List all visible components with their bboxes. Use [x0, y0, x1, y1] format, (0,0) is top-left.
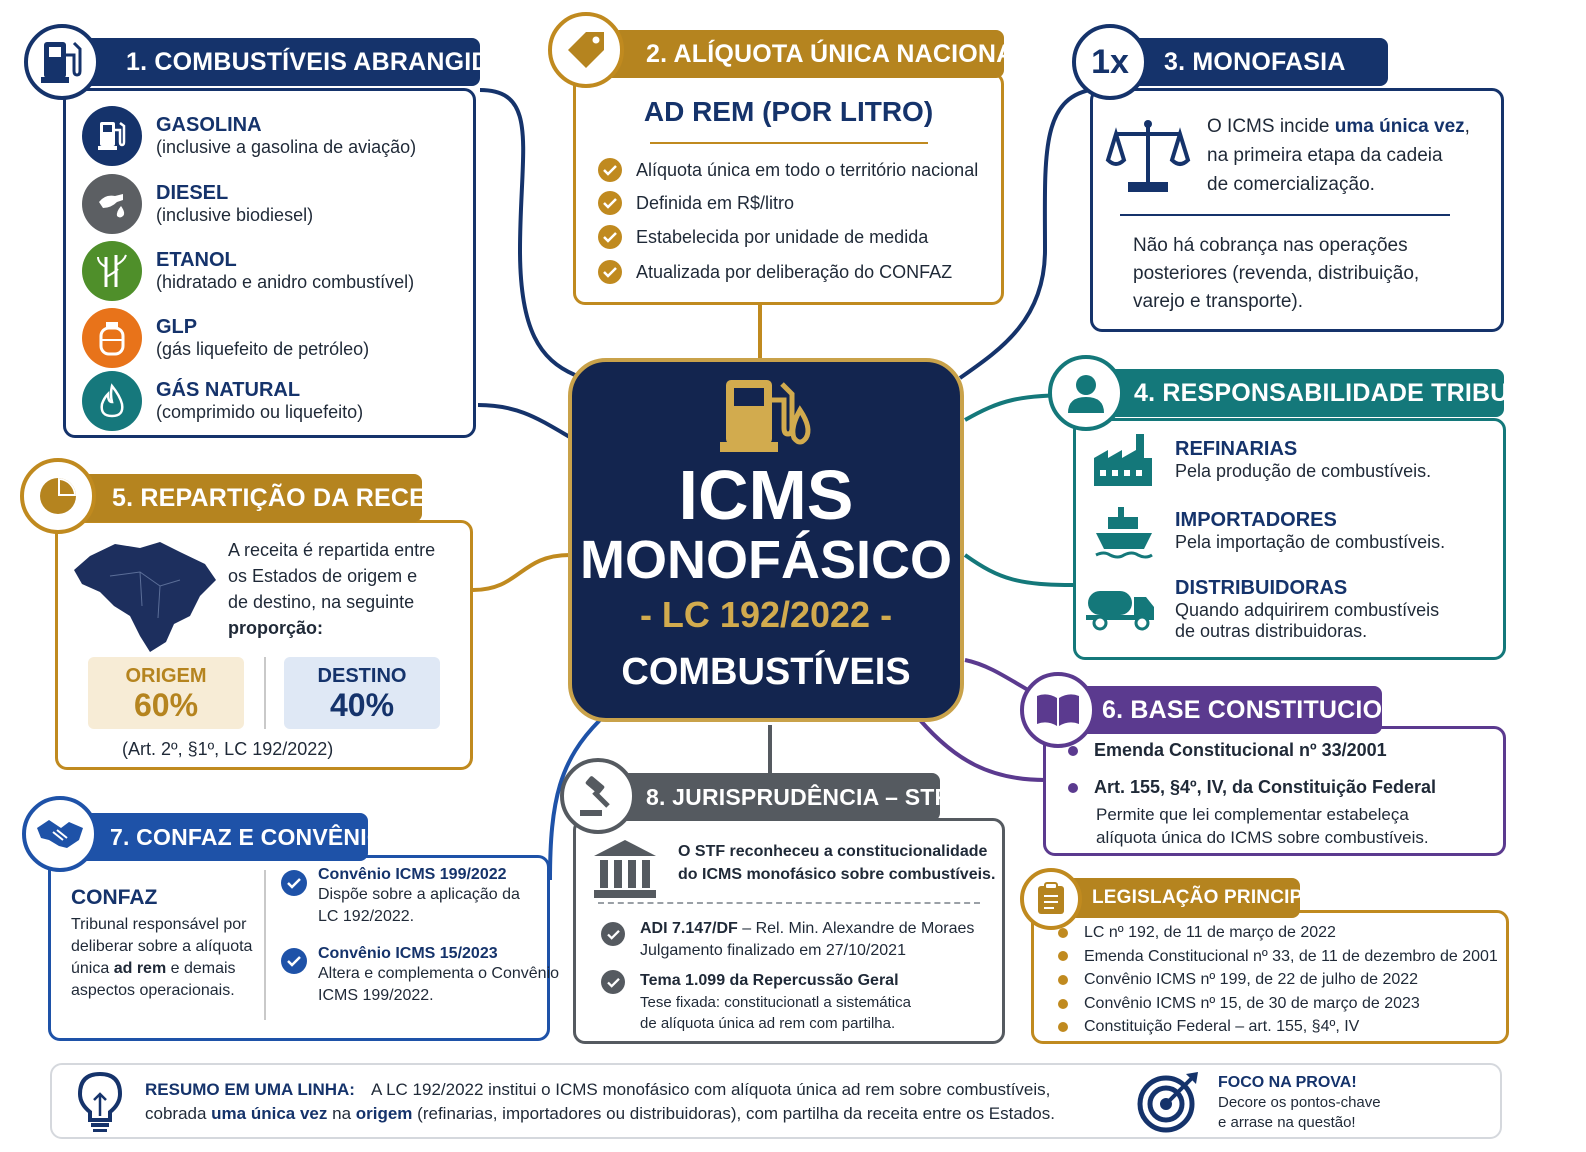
s3-header: 3. MONOFASIA — [1118, 38, 1388, 86]
pie-chart-icon — [36, 474, 80, 518]
s1-item-desc: (inclusive a gasolina de aviação) — [156, 137, 417, 157]
s4-header-badge — [1048, 355, 1124, 431]
oil-drop-icon — [82, 174, 142, 234]
s5-box-divider — [264, 657, 266, 729]
s5-origem-label: ORIGEM — [125, 665, 207, 687]
fuel-pump-icon — [82, 106, 142, 166]
flame-icon — [82, 371, 142, 431]
center-title-1: ICMS — [678, 456, 854, 534]
center-title-2: MONOFÁSICO — [580, 530, 952, 590]
s3-divider — [1120, 214, 1450, 216]
s2-header-badge — [548, 12, 624, 88]
fuel-pump-icon — [40, 39, 84, 85]
s1-item-desc: (hidratado e anidro combustível) — [156, 272, 415, 292]
s8-header-badge — [560, 758, 636, 834]
s8-header: 8. JURISPRUDÊNCIA – STF — [596, 773, 940, 821]
foco-box: FOCO NA PROVA! Decore os pontos-chave e arrase na questão! — [1218, 1074, 1381, 1131]
s7-header-badge — [22, 796, 98, 872]
s5-origem-box — [88, 657, 244, 729]
ship-icon — [1094, 505, 1154, 561]
connector-s1 — [480, 90, 575, 375]
s2-header: 2. ALÍQUOTA ÚNICA NACIONAL — [596, 30, 1004, 78]
s7-left-title: CONFAZ — [71, 886, 158, 909]
s8-intro: O STF reconheceu a constitucionalidade do ICMS monofásico sobre combustíveis. — [678, 843, 996, 883]
book-icon — [1035, 690, 1081, 730]
factory-icon — [1092, 432, 1154, 488]
legis-item: Emenda Constitucional nº 33, de 11 de dezembro de 2001 — [1058, 945, 1498, 969]
sugarcane-icon — [82, 241, 142, 301]
connector-s1b — [478, 405, 575, 440]
check-icon — [598, 191, 622, 215]
s1-item-name: ETANOL — [156, 249, 237, 271]
s2-item: Definida em R$/litro — [598, 191, 794, 215]
s2-divider — [650, 142, 928, 144]
s7-convenio-2: Convênio ICMS 15/2023 Altera e complementa o Convênio ICMS 199/2022. — [318, 945, 560, 1004]
s8-item-adi: ADI 7.147/DF – Rel. Min. Alexandre de Moraes Julgamento finalizado em 27/10/2021 — [640, 920, 975, 959]
s1-item-name: GASOLINA — [156, 114, 262, 136]
legis-list — [1058, 921, 1498, 1039]
check-icon — [598, 158, 622, 182]
check-icon — [598, 260, 622, 284]
s5-ref: (Art. 2º, §1º, LC 192/2022) — [122, 739, 334, 759]
s1-item-desc: (inclusive biodiesel) — [156, 205, 314, 225]
s4-header: 4. RESPONSABILIDADE TRIBUTÁRIA — [1096, 369, 1504, 417]
summary-text: RESUMO EM UMA LINHA: A LC 192/2022 institui o ICMS monofásico com alíquota única ad rem sobre combustíveis, cobrada uma única vez na origem (refinarias, importadores ou distribuidoras), com partilha da receita entre os Estados. — [145, 1080, 1055, 1123]
price-tag-icon — [564, 28, 608, 72]
s5-header-badge — [20, 458, 96, 534]
fuel-pump-icon — [720, 376, 816, 456]
s1-item-gasolina — [82, 106, 416, 166]
s3-para-1: O ICMS incide uma única vez, na primeira etapa da cadeia de comercialização. — [1207, 116, 1470, 195]
s8-item-tema: Tema 1.099 da Repercussão Geral Tese fixada: constitucionatl a sistemática de alíquota única ad rem com partilha. — [640, 972, 911, 1032]
s6-item-2: Art. 155, §4º, IV, da Constituição Federal — [1068, 777, 1436, 798]
connector-s5 — [473, 555, 570, 590]
legis-item: Convênio ICMS nº 199, de 22 de julho de 2022 — [1058, 968, 1498, 992]
tanker-truck-icon — [1086, 585, 1156, 631]
s3-badge-text: 1x — [1091, 42, 1129, 81]
s5-destino-label: DESTINO — [317, 665, 407, 687]
s5-destino-value: 40% — [329, 687, 395, 723]
target-icon — [1136, 1070, 1202, 1132]
s7-left: CONFAZ Tribunal responsável por deliberar sobre a alíquota única ad rem e demais aspectos operacionais. — [71, 886, 253, 999]
s4-item-refinarias: REFINARIAS Pela produção de combustíveis. — [1175, 438, 1432, 481]
s1-item-desc: (comprimido ou liquefeito) — [156, 402, 364, 422]
check-icon — [281, 870, 307, 896]
s1-item-etanol — [82, 241, 414, 301]
center-subtitle: COMBUSTÍVEIS — [621, 651, 911, 693]
s1-header-badge — [24, 24, 100, 100]
handshake-icon — [35, 816, 85, 852]
s7-header: 7. CONFAZ E CONVÊNIOS — [62, 813, 368, 861]
s1-item-desc: (gás liquefeito de petróleo) — [156, 339, 370, 359]
legis-item: Constituição Federal – art. 155, §4º, IV — [1058, 1015, 1498, 1039]
s5-origem-value: 60% — [133, 687, 199, 723]
s3-para-2: Não há cobrança nas operações posteriores (revenda, distribuição, varejo e transporte). — [1133, 235, 1420, 312]
s2-item: Estabelecida por unidade de medida — [598, 225, 928, 249]
gavel-icon — [576, 774, 620, 818]
connector-s4b — [965, 555, 1075, 585]
s1-header: 1. COMBUSTÍVEIS ABRANGIDOS — [68, 38, 480, 86]
s2-subtitle: AD REM (POR LITRO) — [643, 96, 934, 127]
s1-item-glp — [82, 308, 369, 368]
lightbulb-icon — [72, 1070, 128, 1134]
s7-divider — [264, 870, 266, 1020]
s4-item-importadores: IMPORTADORES Pela importação de combustíveis. — [1175, 509, 1446, 552]
courthouse-icon — [592, 838, 658, 900]
foco-title: FOCO NA PROVA! — [1218, 1074, 1357, 1091]
center-law: - LC 192/2022 - — [639, 594, 893, 635]
s1-item-name: DIESEL — [156, 182, 229, 204]
legis-item: LC nº 192, de 11 de março de 2022 — [1058, 921, 1498, 945]
s1-item-gas-natural — [82, 371, 363, 431]
gas-cylinder-icon — [82, 308, 142, 368]
check-icon — [601, 922, 625, 946]
clipboard-icon — [1036, 882, 1066, 916]
s1-item-diesel — [82, 174, 313, 234]
s2-item: Atualizada por deliberação do CONFAZ — [598, 260, 952, 284]
s8-dashed-divider — [598, 902, 980, 904]
s3-header-badge — [1072, 24, 1148, 100]
scales-icon — [1106, 116, 1190, 196]
brazil-map-icon — [70, 536, 220, 656]
s1-item-name: GÁS NATURAL — [156, 379, 301, 401]
person-icon — [1064, 371, 1108, 415]
s2-item: Alíquota única em todo o território nacional — [598, 158, 978, 182]
s6-header: 6. BASE CONSTITUCIONAL — [1060, 686, 1382, 734]
check-icon — [598, 225, 622, 249]
s6-item-1: Emenda Constitucional nº 33/2001 — [1068, 740, 1387, 761]
legis-item: Convênio ICMS nº 15, de 30 de março de 2023 — [1058, 992, 1498, 1016]
legis-header: LEGISLAÇÃO PRINCIPAL — [1048, 878, 1300, 918]
s6-header-badge — [1020, 672, 1096, 748]
s5-header: 5. REPARTIÇÃO DA RECEITA — [66, 474, 422, 522]
s5-destino-box — [284, 657, 440, 729]
center-card — [568, 358, 964, 722]
s4-item-distribuidoras: DISTRIBUIDORAS Quando adquirirem combustíveis de outras distribuidoras. — [1175, 577, 1440, 641]
s7-convenio-1: Convênio ICMS 199/2022 Dispõe sobre a aplicação da LC 192/2022. — [318, 866, 520, 925]
check-icon — [281, 948, 307, 974]
s1-item-name: GLP — [156, 316, 198, 338]
check-icon — [601, 970, 625, 994]
s6-item-2-desc: Permite que lei complementar estabeleça alíquota única do ICMS sobre combustíveis. — [1096, 805, 1429, 847]
s5-text: A receita é repartida entre os Estados de origem e de destino, na seguinte proporção: — [228, 540, 436, 638]
